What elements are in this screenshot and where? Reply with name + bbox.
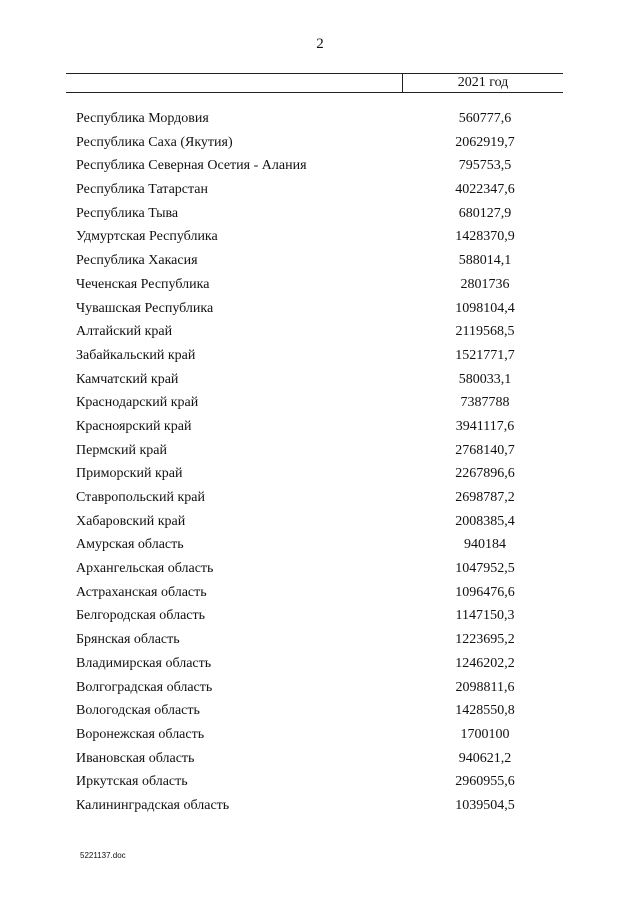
region-value: 1428370,9 — [455, 229, 515, 245]
region-name: Приморский край — [76, 466, 183, 482]
table-row — [0, 557, 640, 581]
region-value: 1039504,5 — [455, 797, 515, 813]
region-value: 2768140,7 — [455, 442, 515, 458]
region-value: 4022347,6 — [455, 182, 515, 198]
table-row — [0, 794, 640, 818]
region-name: Хабаровский край — [76, 513, 186, 529]
region-value: 940621,2 — [458, 750, 512, 766]
table-row — [0, 510, 640, 534]
table-row — [0, 391, 640, 415]
region-value: 2801736 — [460, 276, 510, 292]
region-name: Республика Хакасия — [76, 253, 198, 269]
table-row — [0, 368, 640, 392]
table-row — [0, 202, 640, 226]
region-value: 588014,1 — [458, 253, 512, 269]
table-row — [0, 533, 640, 557]
header-year-label: 2021 год — [457, 75, 509, 90]
region-value: 795753,5 — [458, 158, 512, 174]
table-row — [0, 415, 640, 439]
table-row — [0, 439, 640, 463]
region-name: Архангельская область — [76, 561, 214, 577]
region-value: 940184 — [464, 537, 506, 553]
region-name: Волгоградская область — [76, 679, 213, 695]
region-name: Республика Тыва — [76, 205, 179, 221]
region-table-body — [0, 107, 640, 818]
region-name: Воронежская область — [76, 726, 205, 742]
region-value: 1223695,2 — [455, 632, 515, 648]
region-value: 2960955,6 — [455, 774, 515, 790]
region-name: Забайкальский край — [76, 347, 196, 363]
table-row — [0, 747, 640, 771]
region-value: 2098811,6 — [455, 679, 515, 695]
table-row — [0, 581, 640, 605]
region-name: Краснодарский край — [76, 395, 199, 411]
region-name: Астраханская область — [76, 584, 207, 600]
region-name: Красноярский край — [76, 418, 192, 434]
region-name: Владимирская область — [76, 655, 212, 671]
region-name: Брянская область — [76, 632, 180, 648]
table-row — [0, 723, 640, 747]
region-name: Вологодская область — [76, 703, 200, 719]
table-row — [0, 699, 640, 723]
region-name: Республика Северная Осетия - Алания — [76, 158, 307, 174]
region-value: 1098104,4 — [455, 300, 515, 316]
region-value: 580033,1 — [458, 371, 512, 387]
region-name: Амурская область — [76, 537, 184, 553]
table-row — [0, 297, 640, 321]
region-value: 1521771,7 — [455, 347, 515, 363]
region-name: Калининградская область — [76, 797, 230, 813]
region-value: 1428550,8 — [455, 703, 515, 719]
region-value: 3941117,6 — [455, 418, 515, 434]
region-value: 2267896,6 — [455, 466, 515, 482]
region-name: Камчатский край — [76, 371, 179, 387]
region-name: Ставропольский край — [76, 490, 205, 505]
region-name: Республика Татарстан — [76, 182, 209, 198]
region-name: Белгородская область — [76, 608, 206, 624]
table-row — [0, 154, 640, 178]
table-row — [0, 628, 640, 652]
region-name: Иркутская область — [76, 774, 188, 790]
table-row — [0, 249, 640, 273]
region-value: 680127,9 — [458, 205, 512, 221]
region-name: Республика Саха (Якутия) — [76, 134, 233, 150]
table-row — [0, 225, 640, 249]
region-value: 1047952,5 — [455, 561, 515, 577]
page-number: 2 — [316, 36, 324, 52]
region-value: 2008385,4 — [455, 513, 515, 529]
table-row — [0, 604, 640, 628]
table-row — [0, 462, 640, 486]
table-row — [0, 107, 640, 131]
table-row — [0, 676, 640, 700]
region-value: 1700100 — [460, 726, 510, 742]
region-value: 1147150,3 — [455, 608, 515, 624]
region-name: Ивановская область — [76, 750, 195, 766]
table-row — [0, 320, 640, 344]
region-name: Чувашская Республика — [76, 300, 214, 316]
table-row — [0, 486, 640, 510]
region-name: Пермский край — [76, 442, 167, 458]
region-name: Удмуртская Республика — [76, 229, 218, 245]
document-filename: 5221137.doc — [80, 851, 126, 860]
region-name: Алтайский край — [76, 324, 173, 340]
region-value: 2698787,2 — [455, 490, 515, 505]
region-value: 2119568,5 — [455, 324, 515, 340]
region-value: 560777,6 — [458, 111, 512, 126]
table-row — [0, 770, 640, 794]
region-value: 1246202,2 — [455, 655, 515, 671]
region-value: 2062919,7 — [455, 134, 515, 150]
region-name: Чеченская Республика — [76, 276, 210, 292]
table-row — [0, 273, 640, 297]
region-value: 7387788 — [460, 395, 510, 411]
table-row — [0, 131, 640, 155]
table-row — [0, 178, 640, 202]
table-row — [0, 344, 640, 368]
table-header — [66, 73, 563, 93]
region-value: 1096476,6 — [455, 584, 515, 600]
table-row — [0, 652, 640, 676]
region-name: Республика Мордовия — [76, 111, 209, 126]
